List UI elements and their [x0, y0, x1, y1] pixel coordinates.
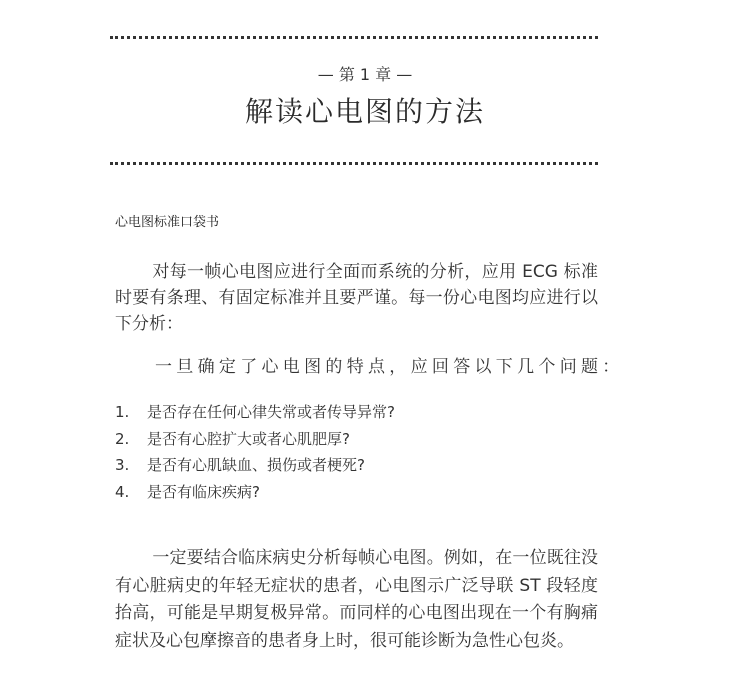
- list-number: 4.: [115, 482, 130, 501]
- list-item: [115, 479, 395, 506]
- list-text: 是否有临床疾病?: [147, 482, 260, 501]
- list-item: [115, 399, 395, 426]
- chapter-title: 解读心电图的方法: [244, 95, 485, 128]
- question-list: [115, 399, 395, 505]
- list-text: 是否存在任何心律失常或者传导异常?: [147, 403, 395, 421]
- list-item: [115, 452, 395, 479]
- list-text: 是否有心腔扩大或者心肌肥厚?: [147, 429, 350, 448]
- list-text: 是否有心肌缺血、损伤或者梗死?: [147, 456, 365, 474]
- list-number: 2.: [115, 429, 130, 448]
- chapter-label: — 第 1 章 —: [317, 65, 413, 84]
- list-item: [115, 426, 395, 453]
- clinical-paragraph: 一定要结合临床病史分析每帧心电图。例如，在一位既往没有心脏病史的年轻无症状的患者，心电图示广泛导联 ST 段轻度抬高，可能是早期复极异常。而同样的心电图出现在一个有胸痛症状及心包摩擦音的患者身上时，很可能诊断为急性心包炎。: [115, 548, 598, 651]
- question-intro: 一旦确定了心电图的特点，应回答以下几个问题：: [155, 357, 624, 377]
- intro-paragraph: 对每一帧心电图应进行全面而系统的分析，应用 ECG 标准时要有条理、有固定标准并且要严谨。每一份心电图均应进行以下分析：: [115, 262, 598, 334]
- list-number: 3.: [115, 456, 130, 474]
- list-number: 1.: [115, 403, 130, 421]
- section-heading: 心电图标准口袋书: [115, 215, 220, 230]
- top-dotted-divider: [110, 36, 598, 39]
- bottom-dotted-divider: [110, 162, 598, 165]
